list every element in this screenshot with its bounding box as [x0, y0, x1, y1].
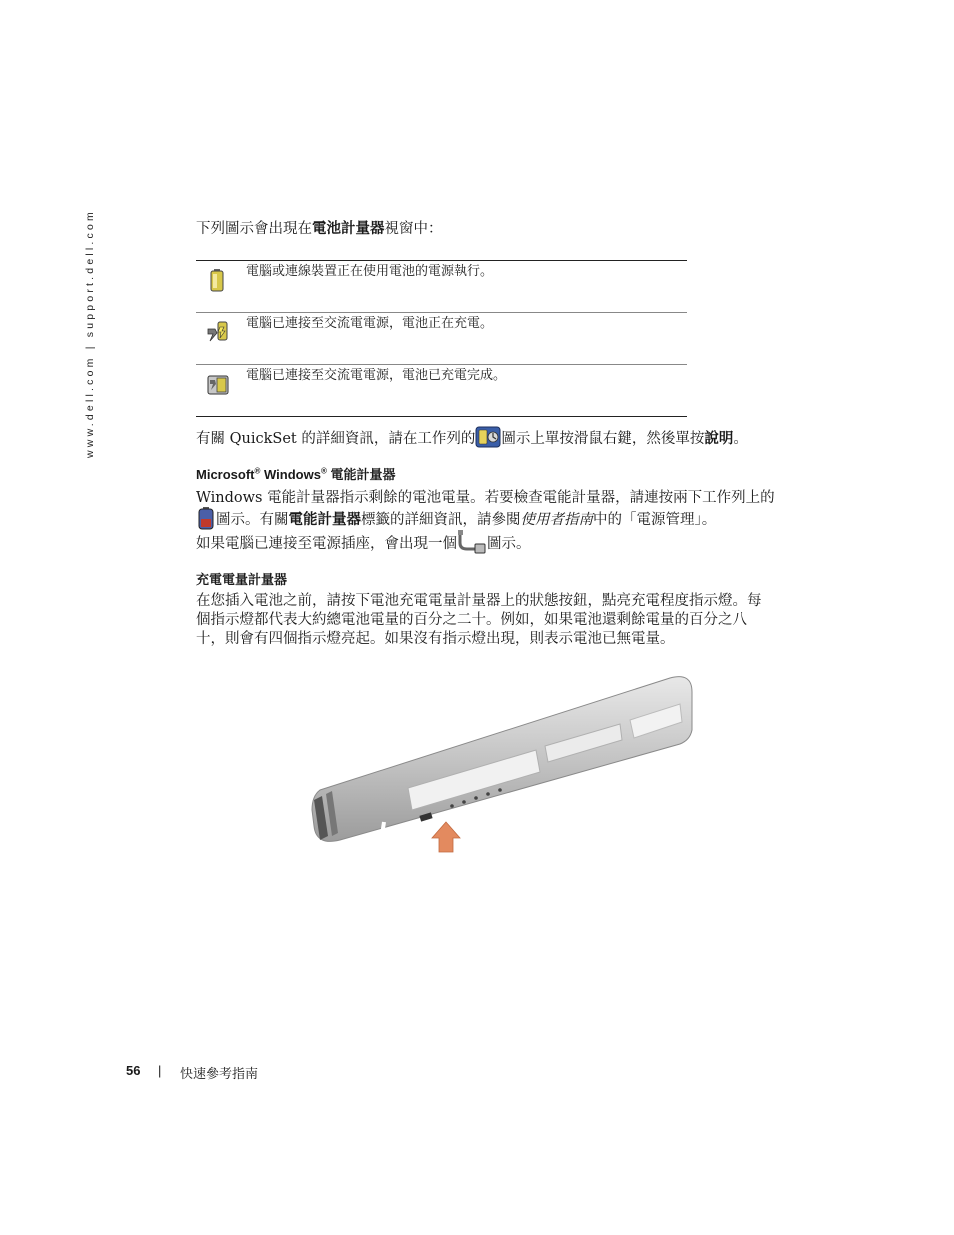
icon-row-battery	[196, 261, 687, 313]
battery-charging-plug-icon	[206, 319, 230, 345]
page-number: 56	[126, 1063, 141, 1078]
quickset-paragraph: 有關 QuickSet 的詳細資訊，請在工作列的 圖示上單按滑鼠右鍵，然後單按說明。	[196, 427, 748, 451]
footer-guide-title: 快速參考指南	[180, 1066, 259, 1081]
icon-row-charging	[196, 313, 687, 365]
battery-icon	[206, 267, 230, 293]
side-url: www.dell.com | support.dell.com	[84, 209, 96, 458]
icon-row-text: 電腦已連接至交流電電源，電池已充電完成。	[246, 368, 507, 383]
intro-paragraph: 下列圖示會出現在電池計量器視窗中：	[196, 220, 443, 237]
windows-meter-line1: Windows 電能計量器指示剩餘的電池電量。若要檢查電能計量器，請連按兩下工作列上的	[196, 490, 775, 506]
battery-pack-illustration	[300, 660, 700, 860]
charge-gauge-line3: 十，則會有四個指示燈亮起。如果沒有指示燈出現，則表示電池已無電量。	[196, 631, 675, 647]
icon-row-text: 電腦或連線裝置正在使用電池的電源執行。	[246, 264, 494, 279]
windows-meter-line2: 圖示。有關電能計量器標籤的詳細資訊，請參閱使用者指南中的「電源管理」。	[196, 508, 716, 532]
ac-plug-icon	[457, 529, 487, 555]
battery-icon-table	[196, 260, 687, 417]
icon-row-charged	[196, 365, 687, 416]
icon-row-text: 電腦已連接至交流電電源，電池正在充電。	[246, 316, 494, 331]
section-heading-windows-meter: Microsoft® Windows® 電能計量器	[196, 466, 396, 482]
power-meter-battery-icon	[196, 506, 216, 530]
battery-charged-plug-icon	[206, 371, 230, 397]
charge-gauge-line1: 在您插入電池之前，請按下電池充電電量計量器上的狀態按鈕，點亮充電程度指示燈。每	[196, 593, 762, 609]
section-heading-charge-gauge: 充電電量計量器	[196, 572, 288, 587]
footer-separator: |	[158, 1063, 162, 1078]
charge-gauge-line2: 個指示燈都代表大約總電池電量的百分之二十。例如，如果電池還剩餘電量的百分之八	[196, 612, 747, 628]
up-arrow-icon	[432, 822, 460, 852]
quickset-icon	[475, 425, 501, 449]
windows-meter-line3: 如果電腦已連接至電源插座，會出現一個 圖示。	[196, 531, 531, 557]
